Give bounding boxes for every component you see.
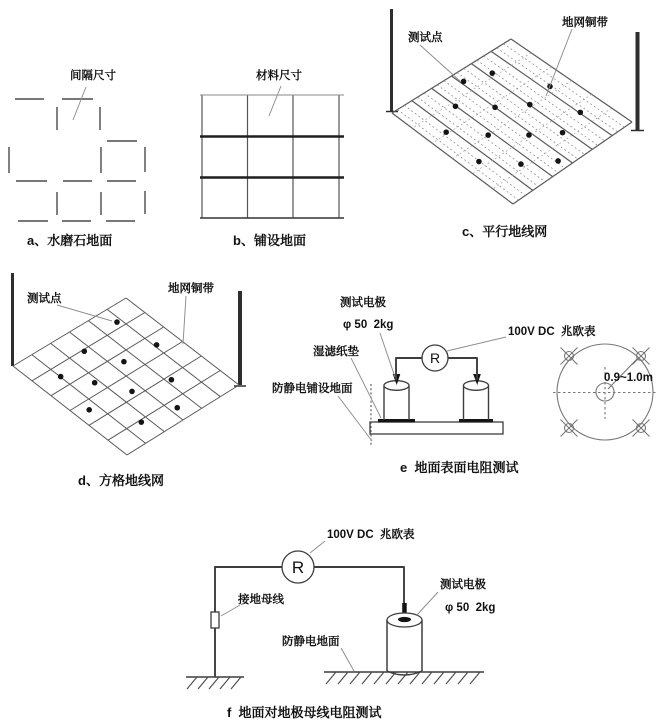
- test-point-dot: [492, 105, 498, 111]
- test-point-dot: [453, 103, 459, 109]
- test-point-dot: [114, 319, 120, 325]
- leader-line: [338, 396, 372, 441]
- test-point-dot: [121, 359, 127, 365]
- mesh-line: [434, 672, 444, 684]
- electrode-contact-dot: [398, 617, 411, 622]
- mesh-line: [464, 68, 585, 154]
- mesh-line: [220, 677, 230, 689]
- label-electrode-spec: φ 50 2kg: [445, 602, 496, 614]
- mesh-line: [350, 672, 360, 684]
- test-point-dot: [555, 158, 561, 164]
- diagram-b-paved-floor: [200, 68, 344, 248]
- electrode-position-mark: [633, 420, 650, 437]
- mesh-line: [458, 672, 468, 684]
- test-point-dot: [518, 161, 524, 167]
- test-point-dot: [58, 374, 64, 380]
- paved-grid: [200, 95, 344, 218]
- square-mesh: [13, 298, 239, 455]
- test-point-dot: [92, 380, 98, 386]
- mesh-line: [422, 672, 432, 684]
- mesh-line: [187, 677, 197, 689]
- leader-line: [447, 337, 506, 351]
- mesh-line: [457, 73, 578, 160]
- test-point-dot: [154, 342, 160, 348]
- test-point-dot: [139, 419, 145, 425]
- caption-d: d、方格地线网: [78, 473, 164, 488]
- mesh-line: [392, 39, 511, 113]
- label-megohmmeter: 100V DC 兆欧表: [508, 326, 596, 338]
- meter-wire-right: [314, 567, 404, 604]
- label-ground-bus: 接地母线: [238, 594, 284, 606]
- test-point-dot: [461, 79, 467, 85]
- mesh-line: [338, 672, 348, 684]
- test-point-dot: [443, 129, 449, 135]
- test-point-dot: [560, 130, 566, 136]
- mesh-line: [326, 672, 336, 684]
- mesh-line: [432, 88, 553, 176]
- test-electrode-left: [384, 374, 409, 420]
- meter-symbol: R: [291, 558, 305, 577]
- leader-line: [310, 541, 325, 553]
- ground-bus-bar: [211, 612, 219, 628]
- leader-line: [351, 358, 381, 418]
- diagram-a-terrazzo-floor: [9, 68, 145, 248]
- leader-line: [221, 605, 240, 616]
- mesh-line: [398, 672, 408, 684]
- caption-f: f 地面对地极母线电阻测试: [227, 705, 382, 720]
- label-copper-strip: 地网铜带: [562, 17, 608, 29]
- electrode-position-mark: [633, 348, 650, 365]
- leader-line: [546, 29, 572, 96]
- label-test-point: 测试点: [27, 293, 62, 305]
- test-point-dot: [577, 110, 583, 116]
- test-point-dot: [81, 348, 87, 354]
- test-point-dot: [476, 159, 482, 165]
- mesh-line: [89, 356, 201, 425]
- mesh-line: [127, 385, 239, 455]
- leader-line: [57, 305, 112, 321]
- meter-wire-left: [396, 358, 422, 380]
- mesh-line: [209, 677, 219, 689]
- mesh-line: [446, 672, 456, 684]
- parallel-strip-mesh: [392, 39, 632, 204]
- leader-line: [417, 592, 438, 615]
- diagram-f-ground-bus-resistance-test: [186, 527, 495, 720]
- label-antistatic-floor: 防静电铺设地面: [272, 383, 353, 395]
- label-copper-strip: 地网铜带: [168, 283, 214, 295]
- label-distance: 0.9~1.0m: [604, 372, 653, 384]
- leader-line: [183, 296, 186, 344]
- mesh-line: [417, 97, 538, 186]
- electrode-position-mark: [561, 420, 578, 437]
- mesh-line: [108, 371, 220, 441]
- meter-symbol: R: [429, 350, 441, 366]
- diagram-e-surface-resistance-test: [272, 295, 658, 475]
- test-point-dot: [489, 70, 495, 76]
- floor-plate: [370, 422, 503, 434]
- label-wet-paper-pad: 湿滤纸垫: [313, 346, 359, 358]
- test-electrode: [387, 603, 422, 675]
- test-point-dot: [174, 405, 180, 411]
- leader-line: [380, 333, 395, 377]
- label-spacing-dimension: 间隔尺寸: [70, 70, 116, 82]
- label-test-point: 测试点: [408, 32, 443, 44]
- mesh-line: [398, 110, 519, 201]
- diagram-c-parallel-ground-grid: [386, 9, 644, 239]
- test-electrode-right: [464, 374, 489, 420]
- caption-b: b、铺设地面: [233, 233, 306, 248]
- caption-e: e 地面表面电阻测试: [400, 460, 519, 475]
- electrode-layout-top-view: [553, 344, 658, 440]
- mesh-line: [51, 327, 164, 396]
- test-point-dot: [169, 377, 175, 383]
- antistatic-floor-line: [324, 672, 484, 684]
- label-test-electrode: 测试电极: [440, 579, 486, 591]
- electrode-position-mark: [561, 348, 578, 365]
- label-megohmmeter: 100V DC 兆欧表: [327, 529, 415, 541]
- test-point-dot: [86, 407, 92, 413]
- meter-wire-right: [448, 358, 477, 380]
- caption-c: c、平行地线网: [462, 224, 548, 239]
- mesh-line: [198, 677, 208, 689]
- leader-line: [420, 45, 461, 82]
- caption-a: a、水磨石地面: [27, 233, 113, 248]
- mesh-line: [374, 672, 384, 684]
- mesh-line: [470, 672, 480, 684]
- test-point-dot: [527, 102, 533, 108]
- mesh-line: [362, 672, 372, 684]
- leader-line: [341, 648, 354, 671]
- terrazzo-dash-pattern: [9, 99, 145, 221]
- test-point-dot: [129, 389, 135, 395]
- label-test-electrode: 测试电极: [340, 297, 386, 309]
- label-material-dimension: 材料尺寸: [256, 70, 302, 82]
- test-point-dot: [526, 132, 532, 138]
- diagram-d-square-ground-grid: [13, 273, 247, 488]
- label-antistatic-floor: 防静电地面: [282, 636, 340, 648]
- mesh-line: [424, 93, 545, 182]
- leader-line: [73, 87, 86, 120]
- leader-line: [269, 86, 281, 116]
- mesh-line: [32, 313, 145, 381]
- mesh-line: [497, 48, 618, 132]
- test-point-dot: [485, 132, 491, 138]
- mesh-line: [231, 677, 241, 689]
- earth-ground-left: [186, 677, 244, 689]
- label-electrode-spec: φ 50 2kg: [343, 319, 394, 331]
